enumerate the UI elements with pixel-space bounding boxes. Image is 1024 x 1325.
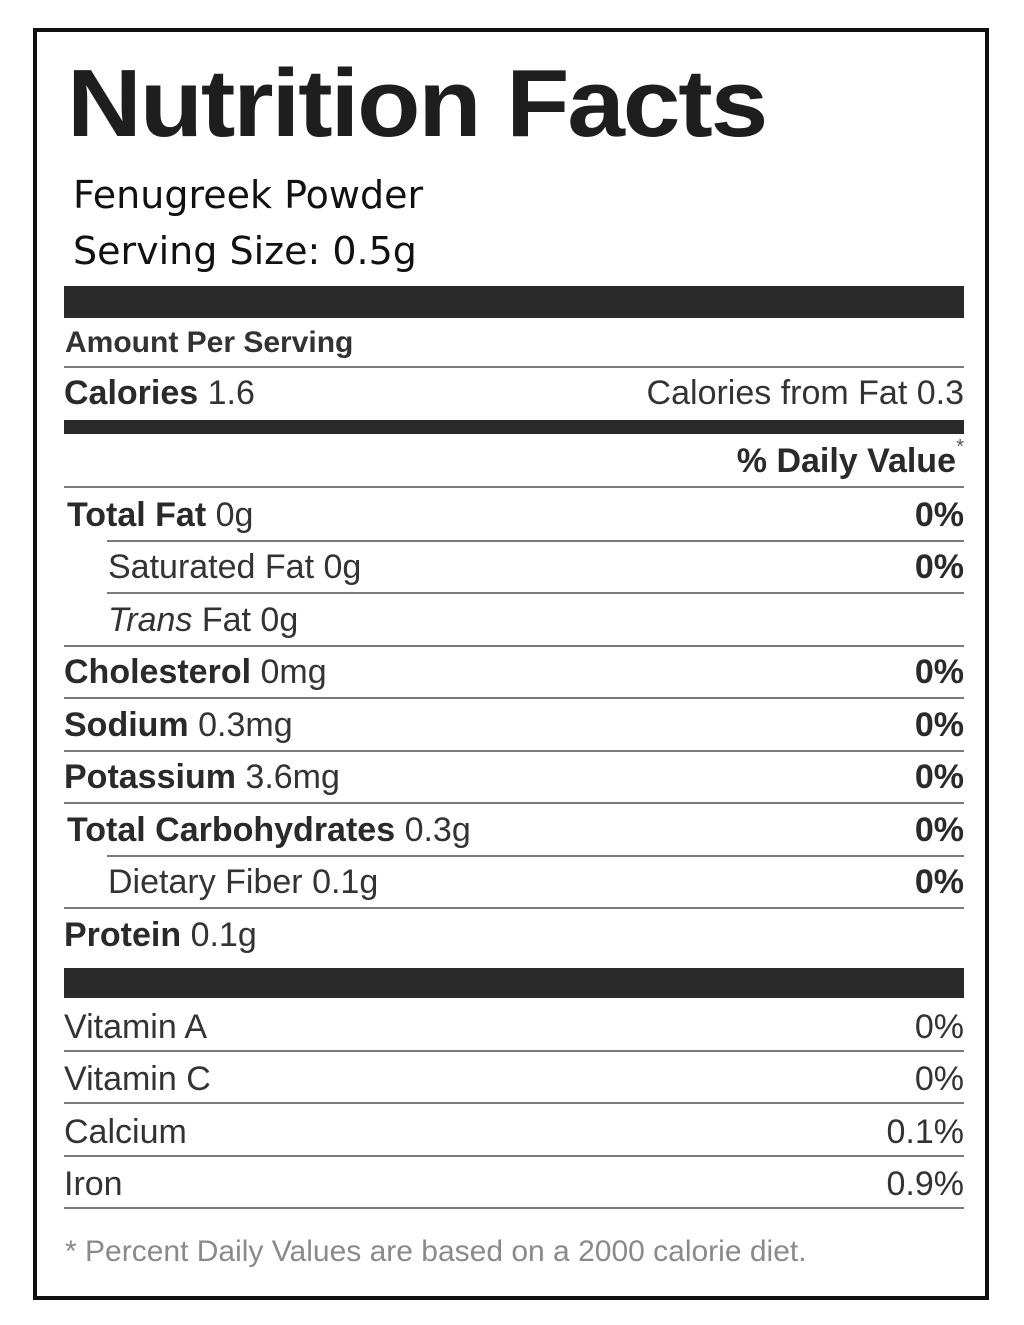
nutrient-dv: 0%	[914, 706, 964, 744]
daily-value-asterisk: *	[956, 436, 964, 458]
product-name: Fenugreek Powder	[73, 173, 424, 217]
vitamin-row-iron	[64, 1159, 964, 1209]
vitamin-label: Iron	[64, 1165, 123, 1203]
nutrition-label	[33, 28, 989, 1300]
nutrient-label: Cholesterol	[64, 653, 252, 691]
vitamin-label: Calcium	[64, 1113, 187, 1151]
nutrient-label: Sodium	[64, 706, 189, 744]
nutrient-amount: 0.1g	[312, 863, 379, 901]
divider	[64, 697, 964, 699]
divider	[64, 1050, 964, 1052]
nutrient-row-cholesterol	[64, 647, 964, 697]
nutrient-label: Protein	[64, 916, 182, 954]
nutrient-dv: 0%	[914, 653, 964, 691]
nutrient-amount: 0g	[323, 548, 362, 586]
vitamin-dv: 0.9%	[886, 1165, 964, 1203]
nutrient-dv: 0%	[914, 811, 964, 849]
divider	[64, 486, 964, 488]
divider	[64, 907, 964, 909]
nutrient-label: Saturated Fat	[108, 548, 315, 586]
vitamin-dv: 0%	[914, 1008, 964, 1046]
nutrient-amount: 0g	[260, 601, 299, 639]
vitamin-dv: 0.1%	[886, 1113, 964, 1151]
nutrient-row-total-carbohydrates	[64, 805, 964, 855]
nutrient-dv: 0%	[914, 496, 964, 534]
nutrient-dv: 0%	[914, 863, 964, 901]
vitamin-row-vitamin-c	[64, 1054, 964, 1104]
nutrient-amount: 0mg	[260, 653, 327, 691]
nutrient-row-trans-fat	[64, 595, 964, 645]
footnote: * Percent Daily Values are based on a 2000 calorie diet.	[65, 1235, 807, 1268]
amount-per-serving: Amount Per Serving	[65, 326, 354, 359]
nutrient-label: Potassium	[64, 758, 236, 796]
daily-value-header: % Daily Value	[736, 442, 956, 480]
nutrient-row-saturated-fat	[64, 542, 964, 592]
thick-divider	[64, 968, 964, 998]
nutrient-dv: 0%	[914, 758, 964, 796]
nutrient-row-potassium	[64, 752, 964, 802]
vitamin-row-vitamin-a	[64, 1002, 964, 1052]
nutrient-row-sodium	[64, 700, 964, 750]
divider	[64, 1102, 964, 1104]
divider	[64, 1155, 964, 1157]
thick-divider	[64, 286, 964, 318]
vitamin-label: Vitamin C	[64, 1060, 211, 1098]
nutrient-amount: 3.6mg	[245, 758, 340, 796]
divider	[64, 802, 964, 804]
calories-row	[64, 368, 964, 418]
nutrient-amount: 0.1g	[190, 916, 257, 954]
nutrient-row-total-fat	[64, 490, 964, 540]
nutrient-label: Total Fat	[67, 496, 207, 534]
nutrient-label-suffix: Fat	[201, 601, 251, 639]
calories-label: Calories 1.6	[64, 374, 255, 412]
nutrient-label: Trans	[108, 601, 193, 639]
calories-from-fat: Calories from Fat 0.3	[646, 374, 964, 412]
nutrient-amount: 0g	[215, 496, 254, 534]
vitamin-row-calcium	[64, 1107, 964, 1157]
daily-value-header-row	[64, 436, 964, 486]
nutrient-row-dietary-fiber	[64, 857, 964, 907]
label-title: Nutrition Facts	[67, 50, 767, 157]
vitamin-dv: 0%	[914, 1060, 964, 1098]
nutrient-dv: 0%	[914, 548, 964, 586]
nutrient-label: Total Carbohydrates	[67, 811, 396, 849]
vitamin-label: Vitamin A	[64, 1008, 208, 1046]
divider	[64, 1207, 964, 1209]
medium-divider	[64, 420, 964, 434]
nutrient-label: Dietary Fiber	[108, 863, 303, 901]
nutrient-amount: 0.3mg	[198, 706, 293, 744]
divider	[107, 592, 964, 594]
nutrient-amount: 0.3g	[404, 811, 471, 849]
serving-size: Serving Size: 0.5g	[73, 229, 417, 273]
nutrient-row-protein	[64, 910, 964, 960]
